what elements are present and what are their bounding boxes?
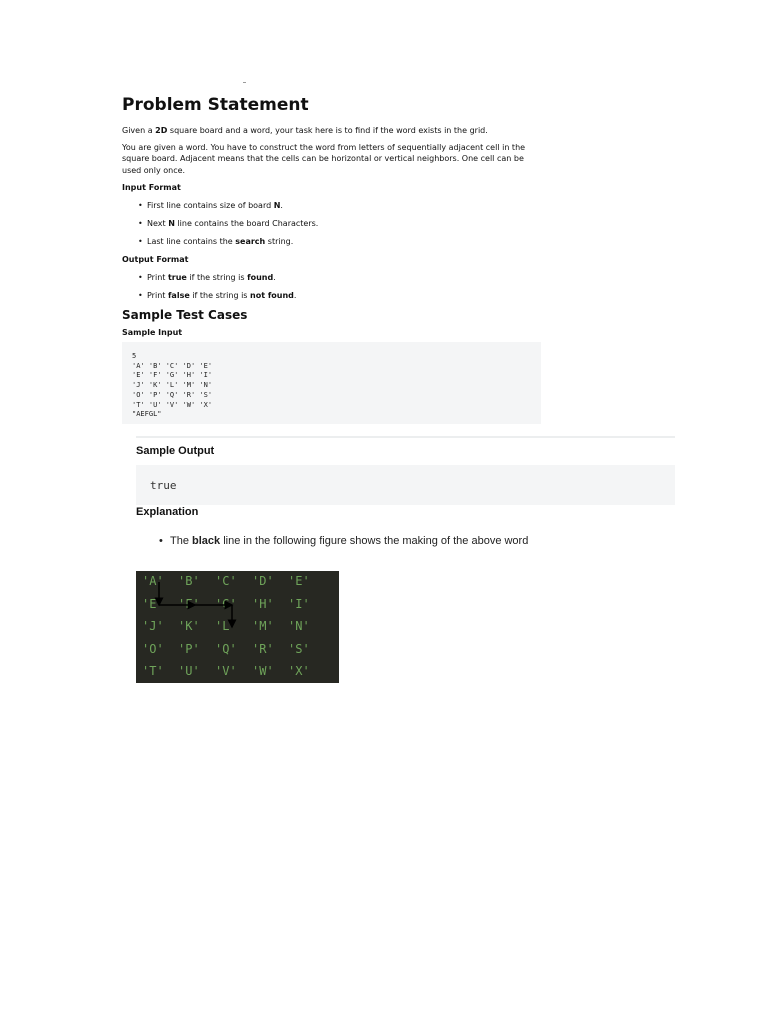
grid-cell: 'R' xyxy=(252,642,274,656)
list-item: • First line contains size of board N. xyxy=(147,200,542,211)
grid-cell: 'X' xyxy=(288,664,310,678)
grid-cell: 'B' xyxy=(178,574,200,588)
grid-cell: 'E' xyxy=(288,574,310,588)
list-item: • Next N line contains the board Characters. xyxy=(147,218,542,229)
explanation-label: Explanation xyxy=(136,506,199,518)
page-title: Problem Statement xyxy=(122,95,309,115)
grid-cell: 'M' xyxy=(252,619,274,633)
problem-section xyxy=(122,94,542,424)
input-format-list xyxy=(122,200,542,247)
sample-output-block xyxy=(136,465,675,505)
sample-test-cases-heading: Sample Test Cases xyxy=(122,308,248,322)
output-format-heading: Output Format xyxy=(122,255,189,264)
sample-input-block xyxy=(122,342,541,424)
grid-cell: 'K' xyxy=(178,619,200,633)
code-line: 5 xyxy=(132,352,137,360)
sample-output-label: Sample Output xyxy=(136,445,215,457)
sample-output-value: true xyxy=(150,479,177,492)
grid-cell: 'G' xyxy=(215,597,237,611)
code-line: 'J' 'K' 'L' 'M' 'N' xyxy=(132,381,213,390)
list-item: • Print true if the string is found. xyxy=(147,272,542,283)
intro-text: Given a 2D square board and a word, your task here is to find if the word exists in the grid. xyxy=(122,126,488,135)
output-format-list xyxy=(122,272,542,301)
code-line: 'O' 'P' 'Q' 'R' 'S' xyxy=(132,390,213,399)
grid-cell: 'U' xyxy=(178,664,200,678)
grid-cell: 'J' xyxy=(142,619,164,633)
section-divider xyxy=(136,436,675,438)
grid-cell: 'F' xyxy=(178,597,200,611)
list-item: • Last line contains the search string. xyxy=(147,236,542,247)
input-format-heading: Input Format xyxy=(122,183,181,192)
grid-cell: 'V' xyxy=(215,664,237,678)
sample-input-label: Sample Input xyxy=(122,328,183,337)
code-line: 'A' 'B' 'C' 'D' 'E' xyxy=(132,361,213,370)
grid-cell: 'A' xyxy=(142,574,164,588)
grid-cell: 'T' xyxy=(142,664,164,678)
grid-cell: 'L' xyxy=(215,619,237,633)
explanation-text: • The black line in the following figure shows the making of the above word xyxy=(170,534,676,548)
grid-cell: 'I' xyxy=(288,597,310,611)
grid-cell: 'D' xyxy=(252,574,274,588)
list-item: • Print false if the string is not found. xyxy=(147,290,542,301)
sample-output-section xyxy=(136,444,676,548)
path-figure xyxy=(136,571,339,683)
grid-cell: 'P' xyxy=(178,642,200,656)
grid-cell: 'N' xyxy=(288,619,310,633)
grid-cell: 'Q' xyxy=(215,642,237,656)
grid-cell: 'C' xyxy=(215,574,237,588)
description-text: You are given a word. You have to construct the word from letters of sequentially adjacent cell in the square board. Adjacent means that the cells can be horizontal or vertical neighbors. One cell can be used only once. xyxy=(122,142,526,175)
grid-cell: 'H' xyxy=(252,597,274,611)
code-line: 'E' 'F' 'G' 'H' 'I' xyxy=(132,371,213,380)
grid-cell: 'E' xyxy=(142,597,164,611)
stray-mark xyxy=(243,82,246,83)
code-line: "AEFGL" xyxy=(132,410,162,419)
path-overlay xyxy=(136,571,339,683)
grid-cell: 'O' xyxy=(142,642,164,656)
grid-cell: 'S' xyxy=(288,642,310,656)
grid-cell: 'W' xyxy=(252,664,274,678)
code-line: 'T' 'U' 'V' 'W' 'X' xyxy=(132,400,213,409)
